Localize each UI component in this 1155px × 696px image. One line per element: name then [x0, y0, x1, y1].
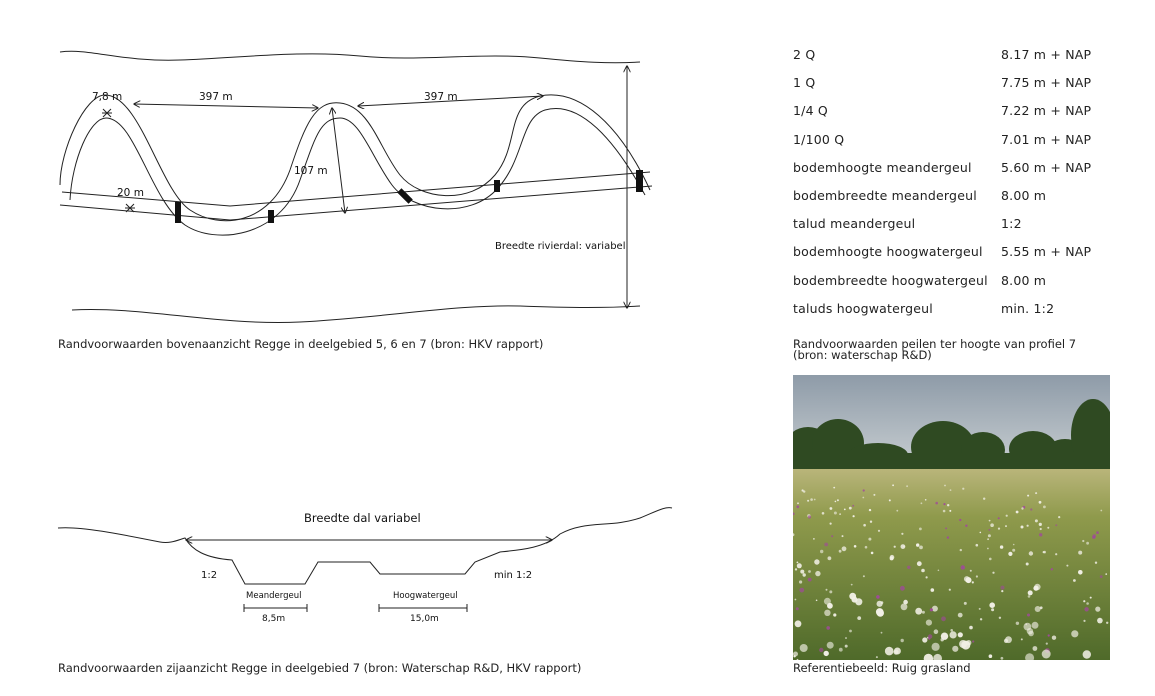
white-flower	[950, 489, 952, 491]
white-flower	[834, 512, 837, 515]
parameter-row	[793, 130, 1123, 158]
white-flower	[793, 652, 798, 657]
reference-photo	[793, 375, 1110, 660]
white-flower	[1055, 553, 1057, 555]
white-flower	[842, 546, 847, 551]
white-flower	[1016, 511, 1019, 514]
white-flower	[1097, 618, 1103, 624]
white-flower	[1028, 590, 1033, 595]
white-flower	[1039, 501, 1042, 504]
purple-flower	[965, 525, 967, 527]
parameter-label: 1/4 Q	[793, 103, 828, 119]
purple-flower	[1092, 534, 1096, 538]
white-flower	[901, 603, 908, 610]
flood-channel-width-label: 20 m	[117, 187, 144, 199]
white-flower	[1083, 600, 1085, 602]
white-flower	[980, 618, 982, 620]
purple-flower	[852, 505, 854, 507]
white-flower	[822, 512, 825, 515]
purple-flower	[1048, 634, 1050, 636]
white-flower	[950, 629, 953, 632]
parameter-label: taluds hoogwatergeul	[793, 300, 933, 316]
white-flower	[1000, 545, 1003, 548]
white-flower	[849, 507, 852, 510]
white-flower	[987, 548, 989, 550]
white-flower	[1042, 650, 1051, 659]
white-flower	[1090, 597, 1092, 599]
purple-flower	[941, 616, 946, 621]
parameter-label: bodemhoogte hoogwatergeul	[793, 244, 983, 260]
purple-flower	[907, 566, 910, 569]
white-flower	[797, 562, 799, 564]
white-flower	[989, 558, 992, 561]
white-flower	[1046, 643, 1048, 645]
white-flower	[849, 593, 856, 600]
white-flower	[1021, 507, 1023, 509]
white-flower	[947, 504, 949, 506]
parameter-value: 1:2	[1001, 216, 1022, 232]
white-flower	[894, 648, 901, 655]
white-flower	[989, 520, 991, 522]
dal-width-label: Breedte dal variabel	[304, 511, 421, 525]
white-flower	[1052, 636, 1056, 640]
white-flower	[876, 608, 884, 616]
purple-flower	[935, 502, 938, 505]
white-flower	[800, 644, 808, 652]
white-flower	[894, 546, 896, 548]
white-flower	[1001, 657, 1004, 660]
white-flower	[814, 559, 819, 564]
parameter-caption-line1: Randvoorwaarden peilen ter hoogte van profiel 7	[793, 337, 1077, 351]
white-flower	[1013, 544, 1015, 546]
white-flower	[983, 498, 985, 500]
white-flower	[868, 538, 871, 541]
white-flower	[1025, 623, 1027, 625]
white-flower	[885, 647, 894, 656]
purple-flower	[1027, 614, 1030, 617]
white-flower	[803, 490, 805, 492]
white-flower	[854, 545, 857, 548]
weir-marker	[636, 170, 643, 192]
white-flower	[853, 515, 855, 517]
weir-marker	[494, 180, 500, 192]
white-flower	[1078, 570, 1083, 575]
weir-marker	[397, 188, 413, 204]
parameter-value: 7.22 m + NAP	[1001, 103, 1092, 119]
white-flower	[803, 573, 806, 576]
white-flower	[976, 575, 978, 577]
white-flower	[952, 646, 958, 652]
spacing-label-left: 397 m	[199, 91, 233, 103]
white-flower	[987, 538, 989, 540]
white-flower	[833, 487, 835, 489]
white-flower	[925, 499, 927, 501]
white-flower	[949, 510, 951, 512]
parameter-label: bodembreedte meandergeul	[793, 187, 977, 203]
flood-width-dimension	[379, 604, 467, 612]
white-flower	[903, 600, 908, 605]
white-flower	[901, 639, 904, 642]
purple-flower	[796, 505, 799, 508]
white-flower	[828, 556, 832, 560]
white-flower	[1040, 528, 1042, 530]
white-flower	[829, 590, 832, 593]
purple-flower	[796, 607, 799, 610]
valley-boundary-top	[60, 51, 640, 63]
white-flower	[901, 533, 903, 535]
purple-flower	[930, 608, 933, 611]
white-flower	[1021, 638, 1023, 640]
white-flower	[1083, 620, 1085, 622]
parameter-row	[793, 214, 1123, 242]
white-flower	[960, 549, 962, 551]
white-flower	[873, 494, 875, 496]
white-flower	[1086, 602, 1089, 605]
water-level-table	[793, 45, 1123, 327]
white-flower	[863, 524, 866, 527]
purple-flower	[1100, 575, 1103, 578]
white-flower	[991, 608, 994, 611]
meandergeul-label: Meandergeul	[246, 591, 302, 601]
white-flower	[813, 538, 815, 540]
meander-width-label: 7,8 m	[92, 91, 123, 103]
purple-flower	[863, 489, 865, 491]
white-flower	[921, 502, 923, 504]
white-flower	[926, 620, 932, 626]
purple-flower	[1001, 586, 1005, 590]
white-flower	[1082, 540, 1084, 542]
white-flower	[901, 544, 906, 549]
white-flower	[919, 528, 922, 531]
valley-boundary-bottom	[72, 306, 640, 323]
white-flower	[1016, 622, 1019, 625]
white-flower	[932, 643, 940, 651]
white-flower	[988, 534, 991, 537]
white-flower	[915, 608, 922, 615]
white-flower	[1047, 527, 1049, 529]
white-flower	[799, 580, 802, 583]
white-flower	[1083, 650, 1091, 658]
white-flower	[871, 552, 874, 555]
purple-flower	[1039, 533, 1042, 536]
parameter-value: 8.17 m + NAP	[1001, 47, 1092, 62]
purple-flower	[876, 595, 880, 599]
white-flower	[896, 510, 898, 512]
white-flower	[1078, 551, 1082, 555]
white-flower	[1033, 646, 1038, 651]
white-flower	[962, 488, 964, 490]
parameter-label: 1 Q	[793, 75, 816, 91]
white-flower	[1021, 526, 1024, 529]
meander-width-dimension	[244, 604, 307, 612]
white-flower	[958, 613, 963, 618]
white-flower	[865, 546, 868, 549]
purple-flower	[808, 515, 811, 518]
white-flower	[916, 543, 919, 546]
white-flower	[943, 510, 946, 513]
purple-flower	[972, 640, 974, 642]
parameter-row	[793, 73, 1123, 101]
hoogwatergeul-label: Hoogwatergeul	[393, 591, 458, 601]
white-flower	[1029, 551, 1033, 555]
reference-caption: Referentiebeeld: Ruig grasland	[793, 661, 971, 675]
white-flower	[826, 589, 828, 591]
parameter-label: bodemhoogte meandergeul	[793, 159, 972, 175]
white-flower	[876, 656, 878, 658]
white-flower	[1035, 606, 1041, 612]
white-flower	[1027, 525, 1029, 527]
white-flower	[1006, 515, 1008, 517]
white-flower	[1008, 552, 1012, 556]
white-flower	[941, 633, 948, 640]
parameter-caption-line2: (bron: waterschap R&D)	[793, 348, 932, 362]
white-flower	[1039, 523, 1042, 526]
parameter-row	[793, 158, 1123, 186]
white-flower	[964, 602, 967, 605]
white-flower	[881, 632, 883, 634]
white-flower	[842, 535, 844, 537]
top-diagram-caption: Randvoorwaarden bovenaanzicht Regge in deelgebied 5, 6 en 7 (bron: HKV rapport)	[58, 337, 544, 351]
purple-flower	[1096, 531, 1099, 534]
white-flower	[1005, 525, 1007, 527]
valley-width-label: Breedte rivierdal: variabel	[495, 241, 626, 252]
white-flower	[824, 610, 830, 616]
purple-flower	[928, 634, 932, 638]
white-flower	[835, 501, 837, 503]
white-flower	[980, 532, 982, 534]
white-flower	[931, 588, 935, 592]
white-flower	[1001, 590, 1003, 592]
white-flower	[807, 500, 809, 502]
white-flower	[970, 570, 972, 572]
cross-section-caption: Randvoorwaarden zijaanzicht Regge in deelgebied 7 (bron: Waterschap R&D, HKV rapport)	[58, 661, 582, 675]
white-flower	[824, 651, 829, 656]
white-flower	[889, 499, 891, 501]
purple-flower	[988, 529, 990, 531]
white-flower	[892, 484, 894, 486]
purple-flower	[959, 519, 961, 521]
parameter-label: 1/100 Q	[793, 131, 845, 147]
white-flower	[815, 571, 820, 576]
white-flower	[1043, 506, 1046, 509]
parameter-row	[793, 242, 1123, 270]
white-flower	[969, 626, 973, 630]
purple-flower	[1051, 568, 1053, 570]
white-flower	[1100, 510, 1102, 512]
white-flower	[932, 606, 938, 612]
meander-inner-line	[70, 108, 645, 235]
white-flower	[795, 568, 797, 570]
meander-plan-diagram	[0, 0, 700, 340]
white-flower	[1027, 495, 1029, 497]
flood-width-value: 15,0m	[410, 614, 439, 624]
parameter-value: 7.01 m + NAP	[1001, 131, 1092, 147]
white-flower	[906, 485, 908, 487]
white-flower	[851, 584, 853, 586]
white-flower	[1033, 586, 1038, 591]
white-flower	[816, 600, 818, 602]
purple-flower	[799, 588, 804, 593]
purple-flower	[943, 503, 945, 505]
white-flower	[976, 544, 979, 547]
purple-flower	[900, 586, 905, 591]
white-flower	[810, 498, 813, 501]
parameter-row	[793, 101, 1123, 129]
purple-flower	[947, 536, 949, 538]
white-flower	[857, 616, 861, 620]
slope-left-label: 1:2	[201, 570, 218, 581]
white-flower	[1026, 563, 1029, 566]
white-flower	[1012, 549, 1015, 552]
white-flower	[990, 523, 994, 527]
parameter-row	[793, 271, 1123, 299]
white-flower	[1095, 562, 1097, 564]
white-flower	[938, 570, 940, 572]
white-flower	[917, 561, 922, 566]
white-flower	[1024, 623, 1032, 631]
white-flower	[849, 630, 852, 633]
parameter-label: 2 Q	[793, 47, 816, 62]
white-flower	[830, 507, 833, 510]
white-flower	[844, 509, 846, 511]
white-flower	[1032, 622, 1039, 629]
white-flower	[922, 637, 927, 642]
white-flower	[992, 572, 994, 574]
width-marker-cross	[102, 109, 112, 117]
white-flower	[1071, 630, 1078, 637]
white-flower	[1086, 542, 1089, 545]
white-flower	[878, 530, 880, 532]
white-flower	[855, 598, 862, 605]
white-flower	[839, 550, 842, 553]
white-flower	[862, 497, 864, 499]
slope-right-label: min 1:2	[494, 570, 533, 581]
parameter-label: bodembreedte hoogwatergeul	[793, 272, 988, 288]
parameter-row	[793, 45, 1123, 73]
white-flower	[877, 601, 883, 607]
white-flower	[824, 598, 831, 605]
parameter-value: min. 1:2	[1001, 300, 1055, 316]
white-flower	[926, 576, 928, 578]
white-flower	[959, 640, 967, 648]
white-flower	[797, 563, 802, 568]
white-flower	[1106, 622, 1108, 624]
white-flower	[845, 645, 848, 648]
purple-flower	[998, 517, 1000, 519]
white-flower	[795, 620, 802, 627]
purple-flower	[945, 528, 947, 530]
white-flower	[1035, 492, 1037, 494]
white-flower	[1066, 565, 1068, 567]
purple-flower	[826, 626, 830, 630]
white-flower	[1095, 607, 1100, 612]
parameter-value: 8.00 m	[1001, 187, 1047, 203]
white-flower	[1040, 606, 1043, 609]
meander-width-value: 8,5m	[262, 614, 286, 624]
purple-flower	[1055, 524, 1057, 526]
white-flower	[998, 528, 1000, 530]
weir-marker	[175, 202, 181, 223]
white-flower	[845, 637, 847, 639]
purple-flower	[819, 648, 823, 652]
white-flower	[839, 513, 841, 515]
flood-channel-lower-edge	[60, 186, 652, 220]
white-flower	[950, 631, 957, 638]
parameter-value: 8.00 m	[1001, 272, 1047, 288]
cross-section-diagram	[0, 490, 700, 630]
parameter-row	[793, 186, 1123, 214]
spacing-label-right: 397 m	[424, 91, 458, 103]
white-flower	[1073, 579, 1076, 582]
white-flower	[1058, 516, 1060, 518]
white-flower	[795, 599, 797, 601]
white-flower	[869, 509, 871, 511]
parameter-label: talud meandergeul	[793, 216, 916, 232]
white-flower	[1035, 519, 1038, 522]
white-flower	[808, 570, 811, 573]
white-flower	[870, 521, 872, 523]
white-flower	[919, 546, 923, 550]
weir-marker	[268, 210, 274, 223]
white-flower	[921, 569, 925, 573]
parameter-row	[793, 299, 1123, 327]
purple-flower	[808, 578, 812, 582]
white-flower	[820, 550, 823, 553]
white-flower	[999, 617, 1001, 619]
white-flower	[800, 570, 804, 574]
white-flower	[1005, 636, 1012, 643]
white-flower	[827, 642, 834, 649]
white-flower	[934, 629, 939, 634]
spacing-arrow-left	[134, 104, 318, 108]
purple-flower	[961, 565, 965, 569]
amplitude-label: 107 m	[294, 165, 328, 177]
purple-flower	[1084, 607, 1088, 611]
white-flower	[1028, 595, 1031, 598]
white-flower	[890, 556, 894, 560]
parameter-value: 5.60 m + NAP	[1001, 159, 1092, 175]
white-flower	[797, 502, 799, 504]
white-flower	[989, 602, 995, 608]
white-flower	[814, 499, 816, 501]
white-flower	[830, 523, 832, 525]
white-flower	[979, 608, 981, 610]
white-flower	[989, 654, 993, 658]
purple-flower	[831, 535, 833, 537]
white-flower	[863, 575, 865, 577]
white-flower	[949, 589, 951, 591]
purple-flower	[824, 543, 828, 547]
white-flower	[1043, 551, 1046, 554]
purple-flower	[1030, 508, 1032, 510]
parameter-value: 7.75 m + NAP	[1001, 75, 1092, 91]
white-flower	[966, 577, 972, 583]
white-flower	[922, 611, 925, 614]
meander-outer-line	[60, 95, 650, 221]
white-flower	[958, 632, 963, 637]
white-flower	[839, 648, 843, 652]
white-flower	[837, 499, 839, 501]
white-flower	[972, 581, 974, 583]
parameter-value: 5.55 m + NAP	[1001, 244, 1092, 260]
white-flower	[833, 613, 836, 616]
white-flower	[1105, 573, 1107, 575]
white-flower	[944, 485, 946, 487]
